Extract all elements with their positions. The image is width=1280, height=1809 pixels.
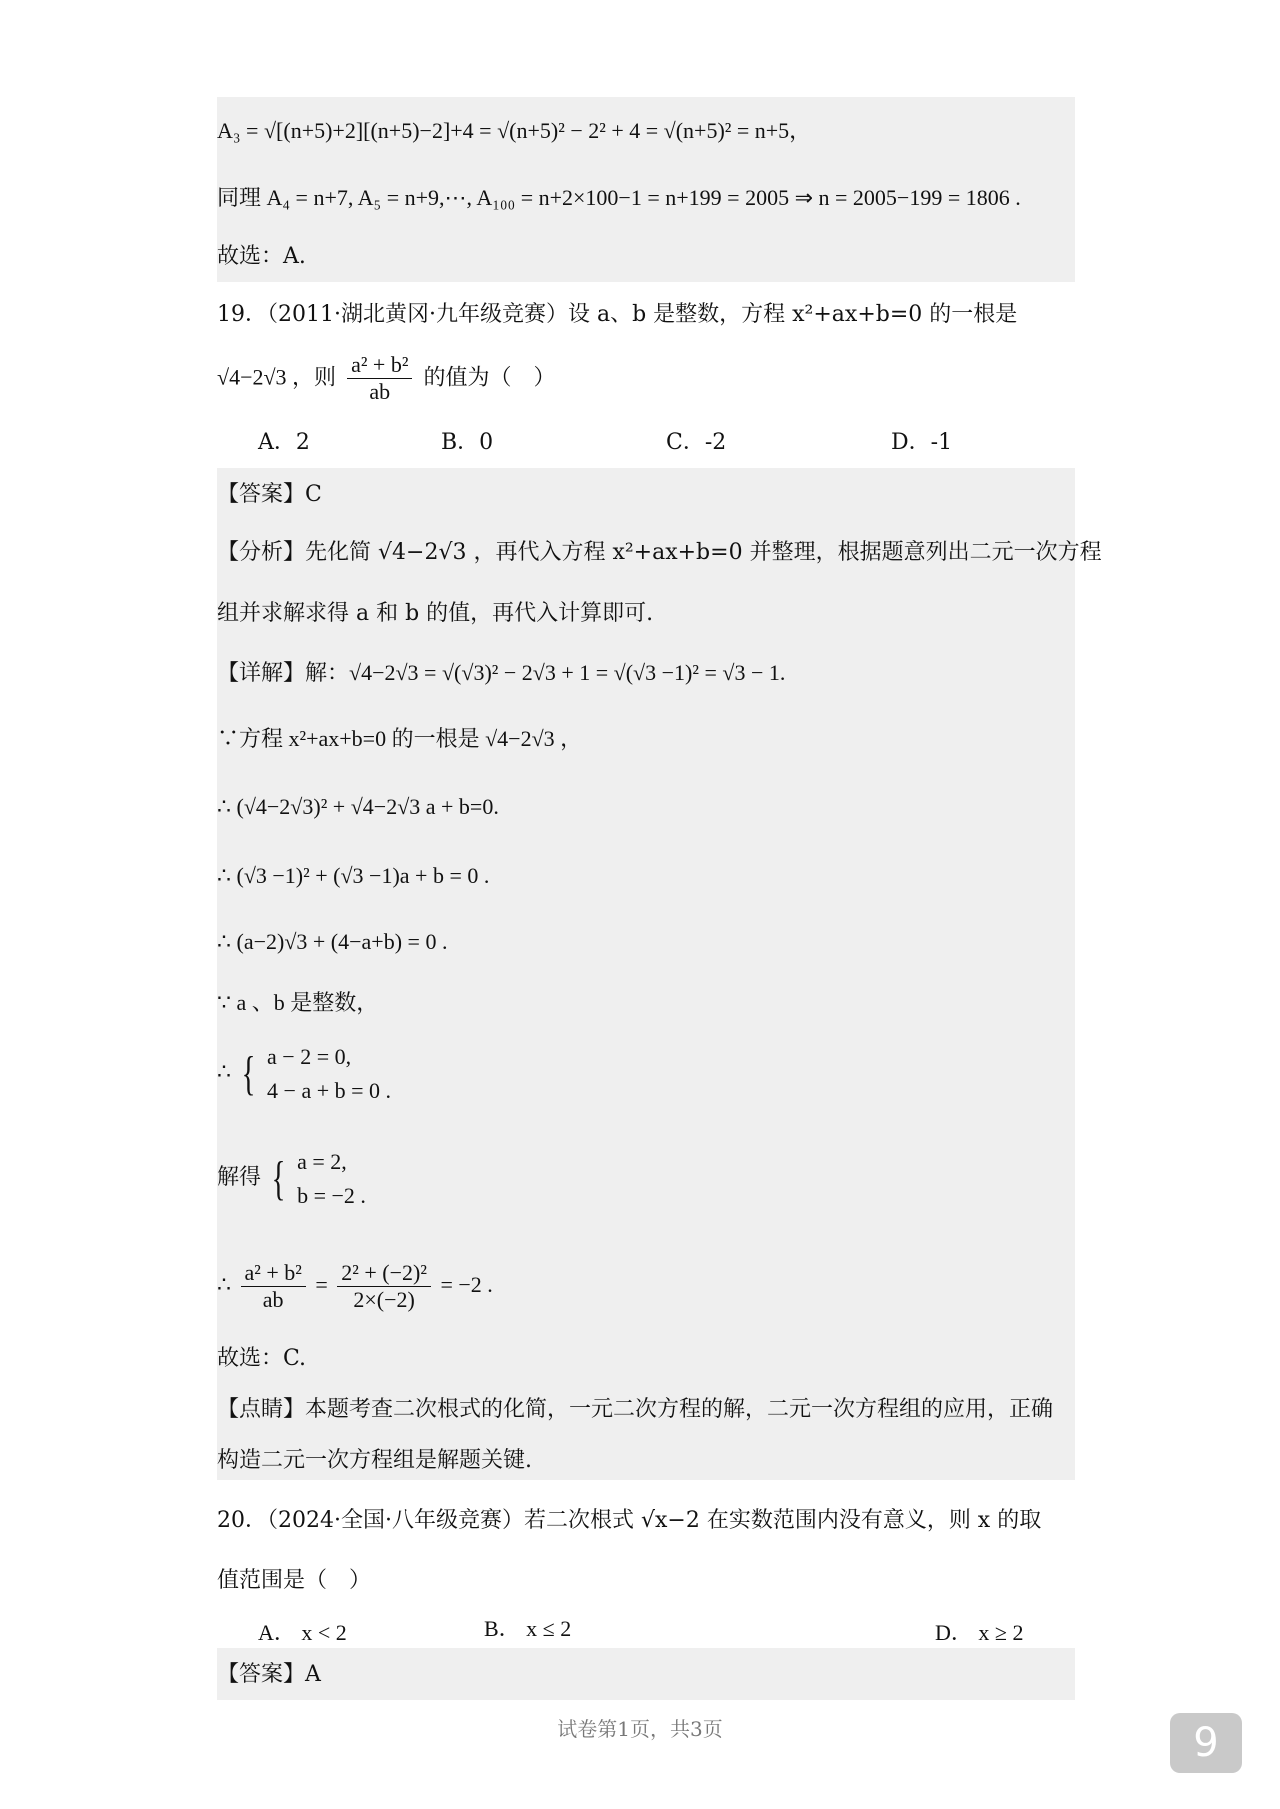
q19-final-frac1-num: a² + b² xyxy=(241,1260,306,1287)
q19-system1-eq2: 4 − a + b = 0 . xyxy=(267,1078,392,1103)
q19-final-prefix: ∴ xyxy=(217,1272,231,1297)
q19-system1 xyxy=(217,1040,391,1108)
q19-system1-equations xyxy=(267,1040,391,1108)
q19-final-frac1-den: ab xyxy=(262,1287,284,1313)
q19-system2-eq1: a = 2, xyxy=(297,1149,347,1174)
q20-option-b: B． x ≤ 2 xyxy=(484,1616,572,1641)
q19-option-b: B．0 xyxy=(441,430,494,455)
q20-solution-box xyxy=(217,1648,1075,1700)
q19-choice: 故选：C. xyxy=(217,1346,307,1371)
q19-frac-num: a² + b² xyxy=(347,352,412,379)
q19-final-result: = −2 . xyxy=(440,1272,493,1297)
q20-stem-line2: 值范围是（ ） xyxy=(217,1568,372,1593)
q19-detail-line6: ∵ a 、b 是整数， xyxy=(217,990,379,1015)
q19-final-frac2-den: 2×(−2) xyxy=(353,1287,415,1313)
q19-stem-line1: 19．（2011·湖北黄冈·九年级竞赛）设 a、b 是整数，方程 x²+ax+b=0 的一根是 xyxy=(217,302,1018,327)
q19-option-c: C．-2 xyxy=(666,430,727,455)
page-footer: 试卷第1页，共3页 xyxy=(557,1717,723,1741)
q19-detail-line3: ∴ (√4−2√3)² + √4−2√3 a + b=0. xyxy=(217,794,499,819)
q19-stem-line2 xyxy=(217,352,555,405)
q19-system2-equations xyxy=(297,1145,366,1213)
prev-similarly-line: 同理 A₄ = n+7, A₅ = n+9,⋯, A₁₀₀ = n+2×100−1 = n+199 = 2005 ⇒ n = 2005−199 = 1806 . xyxy=(217,185,1021,210)
q19-radical: √4−2√3 ，则 xyxy=(217,364,337,390)
left-brace-icon: { xyxy=(241,1047,255,1100)
q19-comment-line2: 构造二元一次方程组是解题关键. xyxy=(217,1448,532,1473)
q19-option-d: D．-1 xyxy=(891,430,953,455)
q19-final-frac2 xyxy=(337,1260,431,1313)
left-brace-icon: { xyxy=(271,1152,285,1205)
q20-option-d: D． x ≥ 2 xyxy=(935,1620,1024,1645)
q20-option-a: A． x < 2 xyxy=(258,1620,347,1645)
q19-answer: 【答案】C xyxy=(217,482,322,507)
q19-system1-eq1: a − 2 = 0, xyxy=(267,1044,352,1069)
q19-detail-line5: ∴ (a−2)√3 + (4−a+b) = 0 . xyxy=(217,929,448,954)
q19-detail-line4: ∴ (√3 −1)² + (√3 −1)a + b = 0 . xyxy=(217,863,490,888)
q19-system2 xyxy=(217,1145,366,1213)
q19-analysis-line2: 组并求解求得 a 和 b 的值，再代入计算即可. xyxy=(217,601,654,626)
q19-system2-prefix: 解得 xyxy=(217,1164,262,1190)
prev-choice: 故选：A. xyxy=(217,244,306,269)
q20-stem-line1: 20．（2024·全国·八年级竞赛）若二次根式 √x−2 在实数范围内没有意义，则 x 的取 xyxy=(217,1508,1042,1533)
q19-fraction xyxy=(347,352,412,405)
q19-detail-line2: ∵方程 x²+ax+b=0 的一根是 √4−2√3 ， xyxy=(217,726,583,751)
q19-analysis-line1: 【分析】先化简 √4−2√3 ，再代入方程 x²+ax+b=0 并整理，根据题意列出二元一次方程 xyxy=(217,540,1102,565)
q19-stem-tail: 的值为（ ） xyxy=(423,365,556,391)
q19-frac-den: ab xyxy=(369,379,391,404)
q19-system1-prefix: ∴ xyxy=(217,1059,231,1085)
q19-final-calc xyxy=(217,1255,493,1315)
q19-system2-eq2: b = −2 . xyxy=(297,1183,366,1208)
q19-final-frac1 xyxy=(241,1260,306,1313)
page-number-badge[interactable]: 9 xyxy=(1170,1713,1242,1773)
q19-option-a: A．2 xyxy=(258,430,310,455)
q20-answer: 【答案】A xyxy=(217,1662,321,1687)
q19-final-eq: = xyxy=(315,1272,328,1297)
q19-comment-line1: 【点睛】本题考查二次根式的化简，一元二次方程的解，二元一次方程组的应用，正确 xyxy=(217,1397,1054,1422)
q19-detail-line1: 【详解】解：√4−2√3 = √(√3)² − 2√3 + 1 = √(√3 −1)² = √3 − 1. xyxy=(217,660,786,685)
prev-a3-line: A₃ = √[(n+5)+2][(n+5)−2]+4 = √(n+5)² − 2² + 4 = √(n+5)² = n+5， xyxy=(217,118,812,143)
q19-final-frac2-num: 2² + (−2)² xyxy=(337,1260,431,1287)
